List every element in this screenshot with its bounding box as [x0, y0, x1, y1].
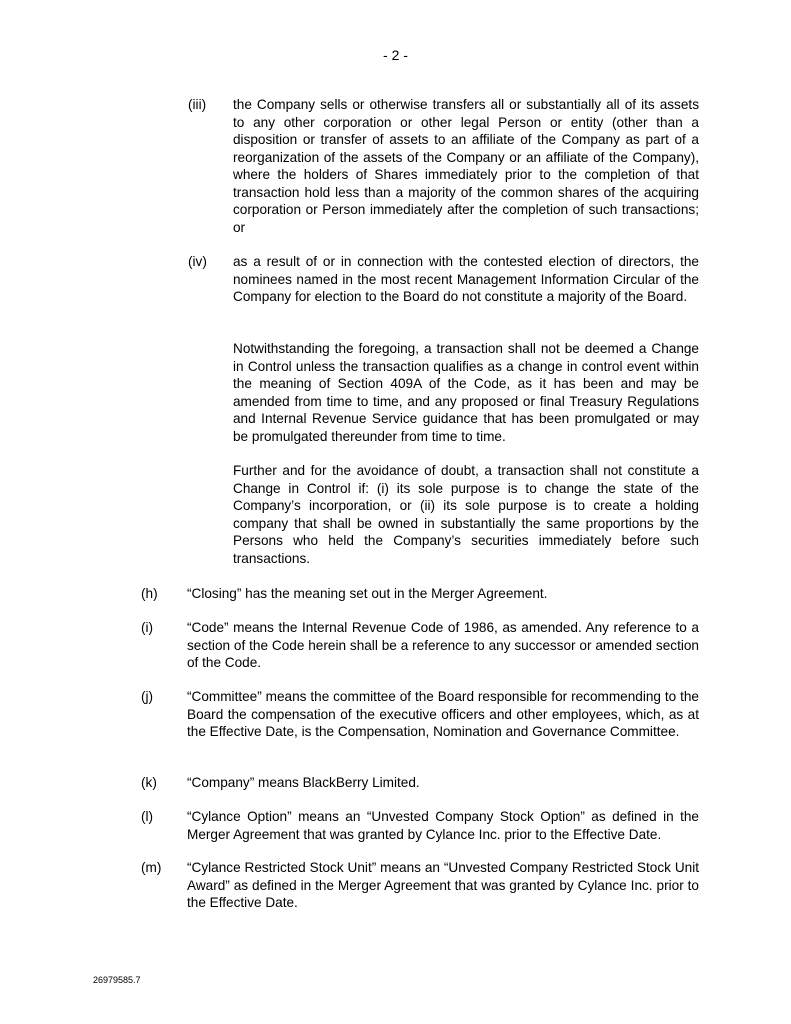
definition-cylance-option: “Cylance Option” means an “Unvested Company Stock Option” as defined in the Merger Agreement that was granted by Cylance Inc. prior to the Effective Date. [187, 809, 699, 842]
definition-cylance-rsu: “Cylance Restricted Stock Unit” means an “Unvested Company Restricted Stock Unit Award” as defined in the Merger Agreement that was granted by Cylance Inc. prior to the Effective Date. [187, 860, 699, 910]
subitem-text-iii: the Company sells or otherwise transfers all or substantially all of its assets to any other corporation or other legal Person or entity (other than a disposition or transfer of assets to an affiliate of the Company as part of a reorganization of the assets of the Company or an affiliate of the Company), where the holders of Shares immediately prior to the completion of that transaction hold less than a majority of the common shares of the acquiring corporation or Person immediately after the completion of such transactions; or [233, 97, 699, 235]
paragraph-avoidance-of-doubt: Further and for the avoidance of doubt, a transaction shall not constitute a Change in Control if: (i) its sole purpose is to change the state of the Company’s incorporation, or (ii) its sole purpose is to create a holding company that shall be owned in substantially the same proportions by the Persons who held the Company’s securities immediately before such transactions. [233, 463, 699, 566]
subitem-text-iv: as a result of or in connection with the contested election of directors, the nominees named in the most recent Management Information Circular of the Company for election to the Board do not constitute a majority of the Board. [233, 254, 699, 304]
definition-label-m: (m) [141, 860, 162, 875]
definition-label-j: (j) [141, 689, 154, 704]
document-id: 26979585.7 [93, 975, 141, 985]
definition-closing: “Closing” has the meaning set out in the Merger Agreement. [187, 586, 548, 601]
subitem-label-iv: (iv) [188, 254, 207, 269]
subitem-label-iii: (iii) [188, 97, 207, 112]
definition-company: “Company” means BlackBerry Limited. [187, 775, 420, 790]
definition-label-l: (l) [141, 809, 154, 824]
definition-code: “Code” means the Internal Revenue Code of 1986, as amended. Any reference to a section of the Code herein shall be a reference to any successor or amended section of the Code. [187, 620, 699, 670]
definition-label-i: (i) [141, 620, 154, 635]
paragraph-409a-notwithstanding: Notwithstanding the foregoing, a transaction shall not be deemed a Change in Control unless the transaction qualifies as a change in control event within the meaning of Section 409A of the Code, as it has been and may be amended from time to time, and any proposed or final Treasury Regulations and Internal Revenue Service guidance that has been promulgated or may be promulgated thereunder from time to time. [233, 341, 699, 444]
definition-committee: “Committee” means the committee of the Board responsible for recommending to the Board the compensation of the executive officers and other employees, which, as at the Effective Date, is the Compensation, Nomination and Governance Committee. [187, 689, 699, 739]
definition-label-h: (h) [141, 586, 158, 601]
page-number: - 2 - [383, 47, 408, 63]
definition-label-k: (k) [141, 775, 157, 790]
